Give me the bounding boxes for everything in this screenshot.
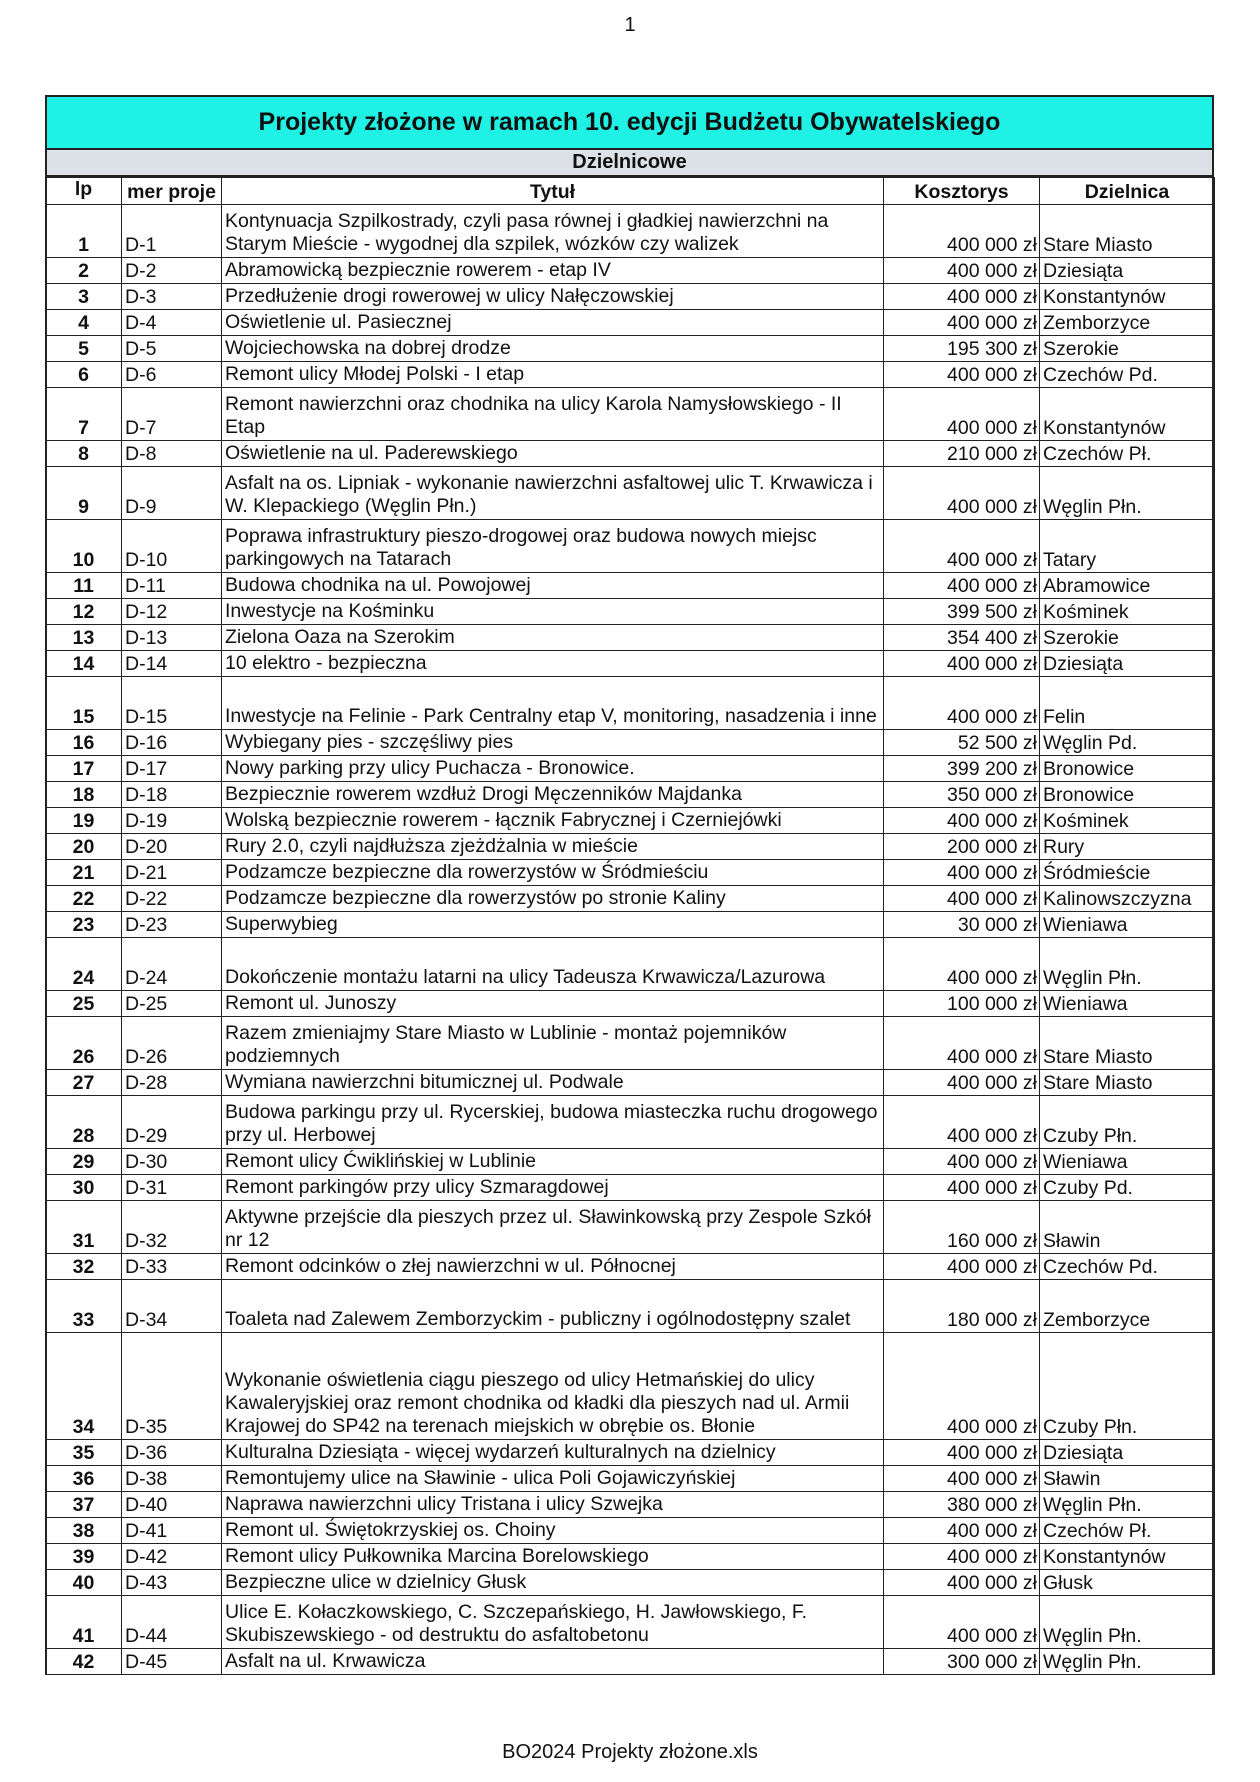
row-title: Remont odcinków o złej nawierzchni w ul. Północnej xyxy=(222,1254,884,1280)
row-title: Remont ul. Junoszy xyxy=(222,991,884,1017)
table-row xyxy=(46,362,1215,388)
row-cost: 400 000 zł xyxy=(884,651,1040,677)
row-lp: 41 xyxy=(46,1596,122,1649)
row-district: Głusk xyxy=(1040,1570,1215,1596)
row-project-number: D-15 xyxy=(122,677,222,730)
row-title: Wykonanie oświetlenia ciągu pieszego od ulicy Hetmańskiej do ulicy Kawaleryjskiej oraz remont chodnika od kładki dla pieszych nad ul. Armii Krajowej do SP42 na terenach miejskich w obrębie os. Błonie xyxy=(222,1333,884,1440)
row-cost: 400 000 zł xyxy=(884,467,1040,520)
row-lp: 13 xyxy=(46,625,122,651)
table-row xyxy=(46,1466,1215,1492)
table-row xyxy=(46,1096,1215,1149)
table-row xyxy=(46,938,1215,991)
row-lp: 42 xyxy=(46,1649,122,1675)
row-lp: 26 xyxy=(46,1017,122,1070)
row-title: Superwybieg xyxy=(222,912,884,938)
projects-table xyxy=(45,177,1215,1675)
row-lp: 25 xyxy=(46,991,122,1017)
table-row xyxy=(46,336,1215,362)
row-project-number: D-22 xyxy=(122,886,222,912)
row-title: Przedłużenie drogi rowerowej w ulicy Nałęczowskiej xyxy=(222,284,884,310)
row-lp: 12 xyxy=(46,599,122,625)
row-cost: 400 000 zł xyxy=(884,1596,1040,1649)
row-title: Naprawa nawierzchni ulicy Tristana i ulicy Szwejka xyxy=(222,1492,884,1518)
row-district: Bronowice xyxy=(1040,782,1215,808)
row-cost: 52 500 zł xyxy=(884,730,1040,756)
table-row xyxy=(46,651,1215,677)
row-title: 10 elektro - bezpieczna xyxy=(222,651,884,677)
row-cost: 400 000 zł xyxy=(884,1440,1040,1466)
row-project-number: D-26 xyxy=(122,1017,222,1070)
row-lp: 17 xyxy=(46,756,122,782)
row-project-number: D-33 xyxy=(122,1254,222,1280)
table-row xyxy=(46,1570,1215,1596)
row-title: Toaleta nad Zalewem Zemborzyckim - publiczny i ogólnodostępny szalet xyxy=(222,1280,884,1333)
row-district: Stare Miasto xyxy=(1040,205,1215,258)
row-title: Budowa parkingu przy ul. Rycerskiej, budowa miasteczka ruchu drogowego przy ul. Herbowej xyxy=(222,1096,884,1149)
row-project-number: D-40 xyxy=(122,1492,222,1518)
row-title: Inwestycje na Felinie - Park Centralny etap V, monitoring, nasadzenia i inne xyxy=(222,677,884,730)
table-row xyxy=(46,205,1215,258)
table-row xyxy=(46,310,1215,336)
column-header-cost: Kosztorys xyxy=(884,178,1040,205)
row-lp: 30 xyxy=(46,1175,122,1201)
table-row xyxy=(46,860,1215,886)
row-district: Czechów Pd. xyxy=(1040,362,1215,388)
row-title: Abramowicką bezpiecznie rowerem - etap IV xyxy=(222,258,884,284)
row-title: Asfalt na ul. Krwawicza xyxy=(222,1649,884,1675)
row-project-number: D-8 xyxy=(122,441,222,467)
row-lp: 9 xyxy=(46,467,122,520)
row-cost: 400 000 zł xyxy=(884,284,1040,310)
row-district: Węglin Płn. xyxy=(1040,1492,1215,1518)
row-project-number: D-5 xyxy=(122,336,222,362)
row-project-number: D-19 xyxy=(122,808,222,834)
row-cost: 400 000 zł xyxy=(884,1570,1040,1596)
row-lp: 1 xyxy=(46,205,122,258)
table-row xyxy=(46,467,1215,520)
row-district: Czuby Płn. xyxy=(1040,1096,1215,1149)
table-row xyxy=(46,388,1215,441)
row-lp: 11 xyxy=(46,573,122,599)
row-title: Remont parkingów przy ulicy Szmaragdowej xyxy=(222,1175,884,1201)
row-cost: 400 000 zł xyxy=(884,1466,1040,1492)
row-title: Remont ulicy Młodej Polski - I etap xyxy=(222,362,884,388)
table-row xyxy=(46,1649,1215,1675)
table-row xyxy=(46,1440,1215,1466)
table-row xyxy=(46,258,1215,284)
row-cost: 160 000 zł xyxy=(884,1201,1040,1254)
row-lp: 16 xyxy=(46,730,122,756)
row-project-number: D-12 xyxy=(122,599,222,625)
row-cost: 400 000 zł xyxy=(884,1096,1040,1149)
row-cost: 399 500 zł xyxy=(884,599,1040,625)
row-lp: 20 xyxy=(46,834,122,860)
row-project-number: D-9 xyxy=(122,467,222,520)
row-project-number: D-21 xyxy=(122,860,222,886)
row-lp: 22 xyxy=(46,886,122,912)
row-lp: 6 xyxy=(46,362,122,388)
row-cost: 399 200 zł xyxy=(884,756,1040,782)
row-district: Dziesiąta xyxy=(1040,651,1215,677)
row-district: Szerokie xyxy=(1040,625,1215,651)
row-lp: 35 xyxy=(46,1440,122,1466)
table-row xyxy=(46,1280,1215,1333)
row-cost: 400 000 zł xyxy=(884,573,1040,599)
row-lp: 14 xyxy=(46,651,122,677)
row-district: Wieniawa xyxy=(1040,991,1215,1017)
row-title: Remont ul. Świętokrzyskiej os. Choiny xyxy=(222,1518,884,1544)
row-lp: 4 xyxy=(46,310,122,336)
table-row xyxy=(46,1254,1215,1280)
row-district: Dziesiąta xyxy=(1040,258,1215,284)
row-district: Sławin xyxy=(1040,1466,1215,1492)
table-row xyxy=(46,1201,1215,1254)
row-title: Podzamcze bezpieczne dla rowerzystów w Śródmieściu xyxy=(222,860,884,886)
row-project-number: D-31 xyxy=(122,1175,222,1201)
row-district: Czechów Pł. xyxy=(1040,1518,1215,1544)
table-row xyxy=(46,730,1215,756)
row-cost: 30 000 zł xyxy=(884,912,1040,938)
row-district: Węglin Płn. xyxy=(1040,938,1215,991)
row-lp: 5 xyxy=(46,336,122,362)
row-district: Konstantynów xyxy=(1040,1544,1215,1570)
row-project-number: D-6 xyxy=(122,362,222,388)
table-row xyxy=(46,1518,1215,1544)
row-title: Wojciechowska na dobrej drodze xyxy=(222,336,884,362)
row-district: Czechów Pł. xyxy=(1040,441,1215,467)
row-lp: 27 xyxy=(46,1070,122,1096)
row-lp: 36 xyxy=(46,1466,122,1492)
row-project-number: D-36 xyxy=(122,1440,222,1466)
row-district: Rury xyxy=(1040,834,1215,860)
row-project-number: D-43 xyxy=(122,1570,222,1596)
row-title: Remont nawierzchni oraz chodnika na ulicy Karola Namysłowskiego - II Etap xyxy=(222,388,884,441)
sheet-title: Projekty złożone w ramach 10. edycji Budżetu Obywatelskiego xyxy=(47,97,1212,150)
row-lp: 24 xyxy=(46,938,122,991)
row-title: Wolską bezpiecznie rowerem - łącznik Fabrycznej i Czerniejówki xyxy=(222,808,884,834)
row-cost: 400 000 zł xyxy=(884,1175,1040,1201)
column-header-lp: lp xyxy=(46,178,122,205)
row-lp: 39 xyxy=(46,1544,122,1570)
row-cost: 400 000 zł xyxy=(884,205,1040,258)
row-district: Szerokie xyxy=(1040,336,1215,362)
row-cost: 195 300 zł xyxy=(884,336,1040,362)
row-cost: 400 000 zł xyxy=(884,860,1040,886)
row-project-number: D-4 xyxy=(122,310,222,336)
row-lp: 2 xyxy=(46,258,122,284)
row-lp: 34 xyxy=(46,1333,122,1440)
row-title: Zielona Oaza na Szerokim xyxy=(222,625,884,651)
table-row xyxy=(46,912,1215,938)
row-cost: 400 000 zł xyxy=(884,1017,1040,1070)
row-district: Konstantynów xyxy=(1040,388,1215,441)
row-district: Wieniawa xyxy=(1040,912,1215,938)
row-district: Zemborzyce xyxy=(1040,1280,1215,1333)
row-title: Bezpiecznie rowerem wzdłuż Drogi Męczenników Majdanka xyxy=(222,782,884,808)
row-project-number: D-45 xyxy=(122,1649,222,1675)
row-project-number: D-25 xyxy=(122,991,222,1017)
row-cost: 400 000 zł xyxy=(884,520,1040,573)
table-row xyxy=(46,599,1215,625)
row-title: Oświetlenie ul. Pasiecznej xyxy=(222,310,884,336)
row-cost: 300 000 zł xyxy=(884,1649,1040,1675)
row-title: Rury 2.0, czyli najdłuższa zjeżdżalnia w mieście xyxy=(222,834,884,860)
row-district: Czuby Płn. xyxy=(1040,1333,1215,1440)
row-cost: 400 000 zł xyxy=(884,362,1040,388)
table-row xyxy=(46,520,1215,573)
projects-sheet xyxy=(45,95,1214,1675)
row-lp: 33 xyxy=(46,1280,122,1333)
row-project-number: D-35 xyxy=(122,1333,222,1440)
row-project-number: D-42 xyxy=(122,1544,222,1570)
row-lp: 23 xyxy=(46,912,122,938)
row-lp: 15 xyxy=(46,677,122,730)
row-project-number: D-34 xyxy=(122,1280,222,1333)
table-body xyxy=(46,205,1215,1675)
footer-filename: BO2024 Projekty złożone.xls xyxy=(502,1741,758,1763)
row-lp: 29 xyxy=(46,1149,122,1175)
table-row xyxy=(46,441,1215,467)
table-row xyxy=(46,1544,1215,1570)
row-project-number: D-10 xyxy=(122,520,222,573)
row-title: Inwestycje na Kośminku xyxy=(222,599,884,625)
row-district: Węglin Płn. xyxy=(1040,1649,1215,1675)
row-title: Razem zmieniajmy Stare Miasto w Lublinie - montaż pojemników podziemnych xyxy=(222,1017,884,1070)
row-lp: 38 xyxy=(46,1518,122,1544)
row-project-number: D-23 xyxy=(122,912,222,938)
row-project-number: D-41 xyxy=(122,1518,222,1544)
row-district: Felin xyxy=(1040,677,1215,730)
table-row xyxy=(46,1149,1215,1175)
row-cost: 400 000 zł xyxy=(884,1070,1040,1096)
column-header-district: Dzielnica xyxy=(1040,178,1215,205)
row-title: Asfalt na os. Lipniak - wykonanie nawierzchni asfaltowej ulic T. Krwawicza i W. Klepackiego (Węglin Płn.) xyxy=(222,467,884,520)
row-project-number: D-11 xyxy=(122,573,222,599)
table-header-row xyxy=(46,178,1215,205)
row-cost: 354 400 zł xyxy=(884,625,1040,651)
row-cost: 400 000 zł xyxy=(884,808,1040,834)
row-project-number: D-28 xyxy=(122,1070,222,1096)
row-cost: 200 000 zł xyxy=(884,834,1040,860)
category-heading: Dzielnicowe xyxy=(47,150,1212,177)
row-title: Nowy parking przy ulicy Puchacza - Bronowice. xyxy=(222,756,884,782)
row-title: Remont ulicy Ćwiklińskiej w Lublinie xyxy=(222,1149,884,1175)
row-district: Śródmieście xyxy=(1040,860,1215,886)
row-cost: 400 000 zł xyxy=(884,310,1040,336)
table-row xyxy=(46,782,1215,808)
row-district: Węglin Płn. xyxy=(1040,1596,1215,1649)
row-project-number: D-13 xyxy=(122,625,222,651)
row-project-number: D-3 xyxy=(122,284,222,310)
row-cost: 380 000 zł xyxy=(884,1492,1040,1518)
table-row xyxy=(46,886,1215,912)
column-header-project-number: mer proje xyxy=(122,178,222,205)
row-project-number: D-44 xyxy=(122,1596,222,1649)
row-title: Oświetlenie na ul. Paderewskiego xyxy=(222,441,884,467)
row-project-number: D-17 xyxy=(122,756,222,782)
row-district: Bronowice xyxy=(1040,756,1215,782)
row-title: Remont ulicy Pułkownika Marcina Borelowskiego xyxy=(222,1544,884,1570)
table-row xyxy=(46,1175,1215,1201)
table-row xyxy=(46,677,1215,730)
row-lp: 37 xyxy=(46,1492,122,1518)
row-project-number: D-24 xyxy=(122,938,222,991)
row-district: Czuby Pd. xyxy=(1040,1175,1215,1201)
row-project-number: D-14 xyxy=(122,651,222,677)
column-header-title: Tytuł xyxy=(222,178,884,205)
row-district: Kośminek xyxy=(1040,808,1215,834)
row-district: Czechów Pd. xyxy=(1040,1254,1215,1280)
row-lp: 3 xyxy=(46,284,122,310)
row-project-number: D-29 xyxy=(122,1096,222,1149)
row-project-number: D-20 xyxy=(122,834,222,860)
row-cost: 210 000 zł xyxy=(884,441,1040,467)
row-cost: 400 000 zł xyxy=(884,1149,1040,1175)
row-district: Dziesiąta xyxy=(1040,1440,1215,1466)
table-row xyxy=(46,1070,1215,1096)
row-district: Wieniawa xyxy=(1040,1149,1215,1175)
row-project-number: D-1 xyxy=(122,205,222,258)
row-district: Tatary xyxy=(1040,520,1215,573)
row-title: Remontujemy ulice na Sławinie - ulica Poli Gojawiczyńskiej xyxy=(222,1466,884,1492)
table-row xyxy=(46,284,1215,310)
row-project-number: D-38 xyxy=(122,1466,222,1492)
row-cost: 350 000 zł xyxy=(884,782,1040,808)
row-cost: 400 000 zł xyxy=(884,1544,1040,1570)
row-district: Węglin Płn. xyxy=(1040,467,1215,520)
row-district: Konstantynów xyxy=(1040,284,1215,310)
row-title: Kulturalna Dziesiąta - więcej wydarzeń kulturalnych na dzielnicy xyxy=(222,1440,884,1466)
row-cost: 180 000 zł xyxy=(884,1280,1040,1333)
row-title: Wymiana nawierzchni bitumicznej ul. Podwale xyxy=(222,1070,884,1096)
table-row xyxy=(46,1333,1215,1440)
row-title: Wybiegany pies - szczęśliwy pies xyxy=(222,730,884,756)
row-lp: 18 xyxy=(46,782,122,808)
row-title: Dokończenie montażu latarni na ulicy Tadeusza Krwawicza/Lazurowa xyxy=(222,938,884,991)
row-district: Węglin Pd. xyxy=(1040,730,1215,756)
row-project-number: D-16 xyxy=(122,730,222,756)
row-lp: 32 xyxy=(46,1254,122,1280)
row-lp: 7 xyxy=(46,388,122,441)
table-row xyxy=(46,1017,1215,1070)
table-row xyxy=(46,573,1215,599)
table-row xyxy=(46,625,1215,651)
table-row xyxy=(46,991,1215,1017)
row-project-number: D-2 xyxy=(122,258,222,284)
row-project-number: D-18 xyxy=(122,782,222,808)
row-cost: 400 000 zł xyxy=(884,886,1040,912)
page-number: 1 xyxy=(624,14,636,36)
row-district: Kalinowszczyzna xyxy=(1040,886,1215,912)
row-district: Zemborzyce xyxy=(1040,310,1215,336)
row-title: Budowa chodnika na ul. Powojowej xyxy=(222,573,884,599)
row-cost: 400 000 zł xyxy=(884,388,1040,441)
row-lp: 8 xyxy=(46,441,122,467)
row-lp: 31 xyxy=(46,1201,122,1254)
row-district: Kośminek xyxy=(1040,599,1215,625)
row-cost: 400 000 zł xyxy=(884,1333,1040,1440)
row-title: Ulice E. Kołaczkowskiego, C. Szczepańskiego, H. Jawłowskiego, F. Skubiszewskiego - od destruktu do asfaltobetonu xyxy=(222,1596,884,1649)
row-cost: 400 000 zł xyxy=(884,258,1040,284)
row-lp: 21 xyxy=(46,860,122,886)
row-project-number: D-30 xyxy=(122,1149,222,1175)
row-district: Sławin xyxy=(1040,1201,1215,1254)
table-row xyxy=(46,808,1215,834)
row-project-number: D-7 xyxy=(122,388,222,441)
row-cost: 400 000 zł xyxy=(884,677,1040,730)
row-cost: 400 000 zł xyxy=(884,938,1040,991)
row-district: Abramowice xyxy=(1040,573,1215,599)
row-lp: 10 xyxy=(46,520,122,573)
table-row xyxy=(46,1596,1215,1649)
row-cost: 100 000 zł xyxy=(884,991,1040,1017)
row-district: Stare Miasto xyxy=(1040,1017,1215,1070)
row-project-number: D-32 xyxy=(122,1201,222,1254)
table-row xyxy=(46,756,1215,782)
row-cost: 400 000 zł xyxy=(884,1518,1040,1544)
row-title: Kontynuacja Szpilkostrady, czyli pasa równej i gładkiej nawierzchni na Starym Mieście - wygodnej dla szpilek, wózków czy walizek xyxy=(222,205,884,258)
row-lp: 19 xyxy=(46,808,122,834)
row-title: Bezpieczne ulice w dzielnicy Głusk xyxy=(222,1570,884,1596)
table-row xyxy=(46,1492,1215,1518)
table-row xyxy=(46,834,1215,860)
row-cost: 400 000 zł xyxy=(884,1254,1040,1280)
row-title: Aktywne przejście dla pieszych przez ul. Sławinkowską przy Zespole Szkół nr 12 xyxy=(222,1201,884,1254)
row-lp: 40 xyxy=(46,1570,122,1596)
row-title: Poprawa infrastruktury pieszo-drogowej oraz budowa nowych miejsc parkingowych na Tatarach xyxy=(222,520,884,573)
row-title: Podzamcze bezpieczne dla rowerzystów po stronie Kaliny xyxy=(222,886,884,912)
row-lp: 28 xyxy=(46,1096,122,1149)
row-district: Stare Miasto xyxy=(1040,1070,1215,1096)
